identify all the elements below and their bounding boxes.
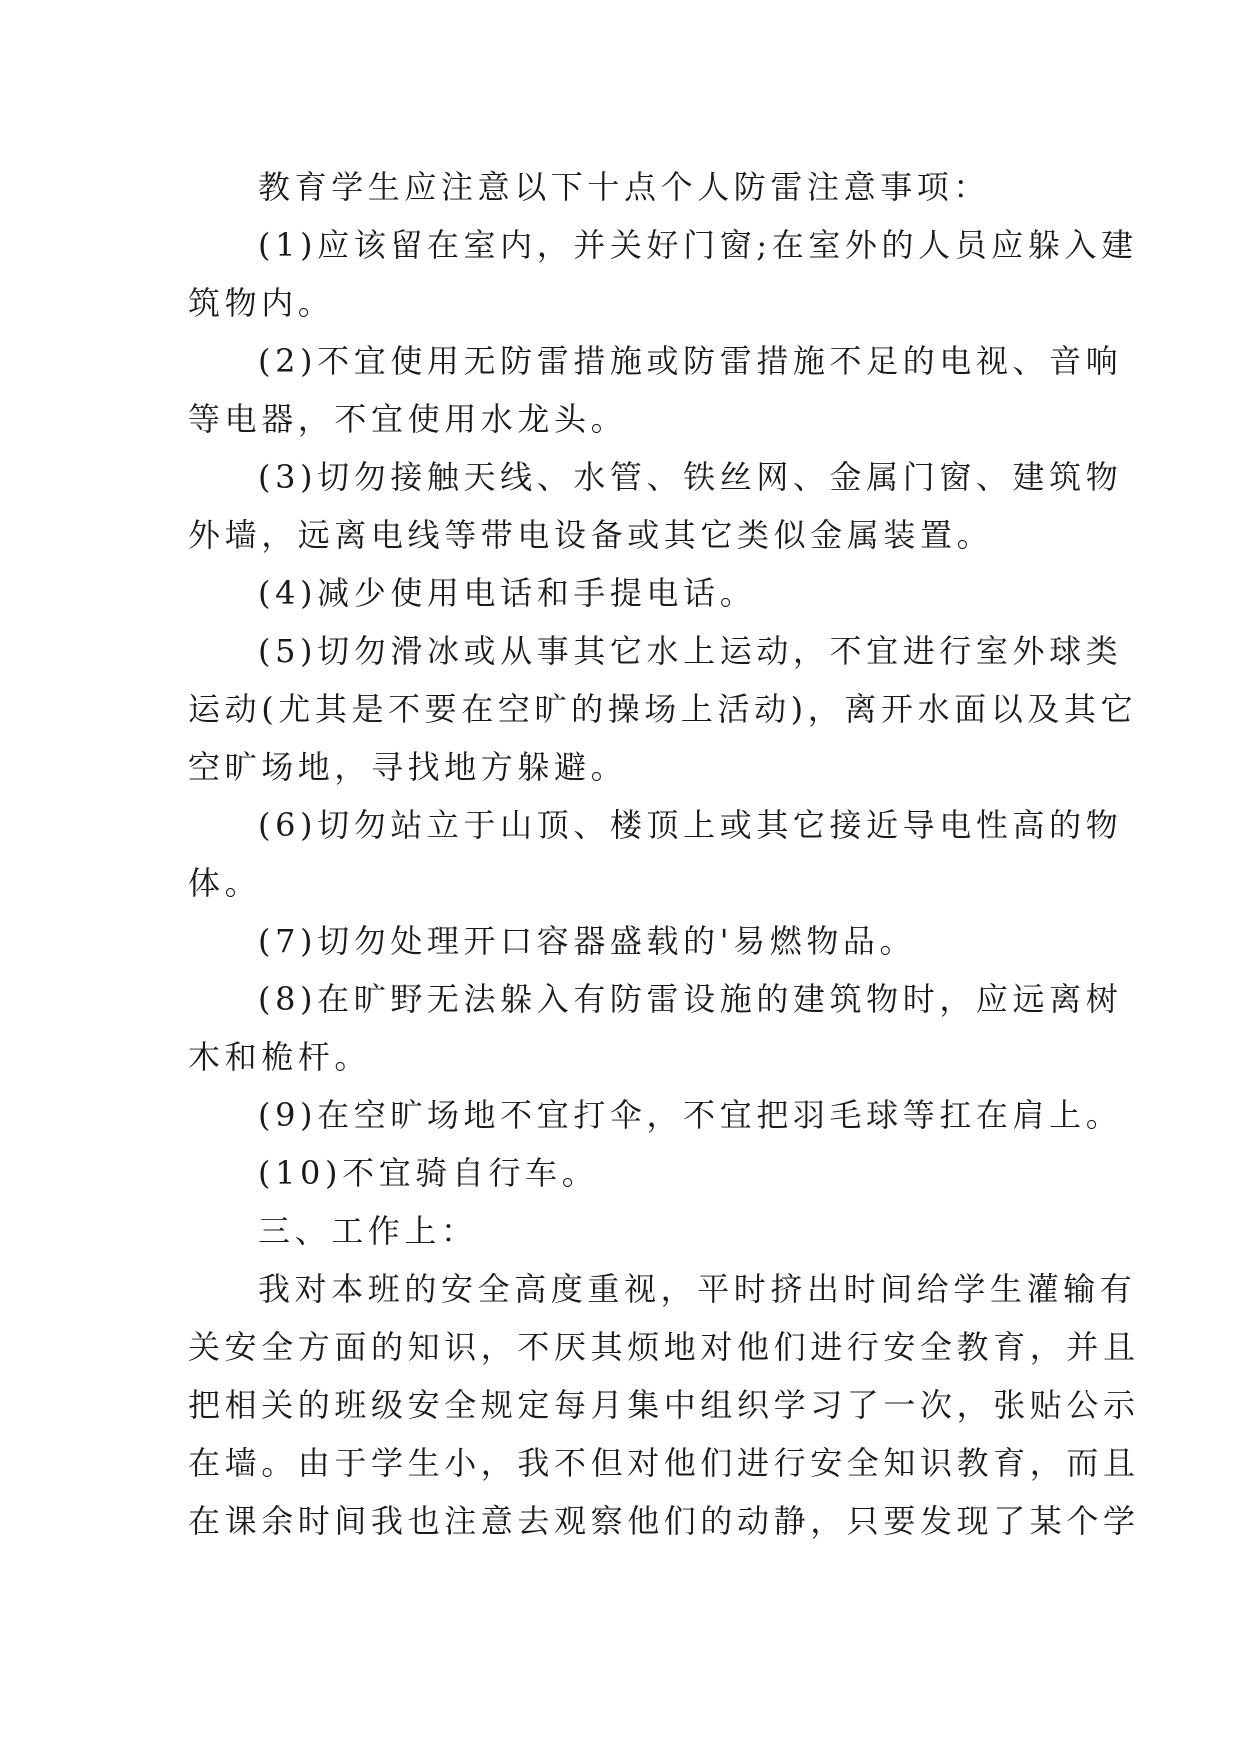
text-line: (3)切勿接触天线、水管、铁丝网、金属门窗、建筑物 [258, 458, 1123, 496]
text-line: 木和桅杆。 [188, 1038, 372, 1076]
text-line: 我对本班的安全高度重视，平时挤出时间给学生灌输有 [258, 1270, 1137, 1308]
text-line: 在课余时间我也注意去观察他们的动静，只要发现了某个学 [188, 1502, 1140, 1540]
paragraph-item-1 [188, 216, 1138, 332]
paragraph-item-2 [188, 332, 1123, 448]
paragraph-item-4 [188, 564, 1056, 622]
paragraph-item-8 [188, 970, 1123, 1086]
paragraph-intro [188, 158, 1056, 216]
text-line: (10)不宜骑自行车。 [258, 1154, 599, 1192]
section-heading [188, 1202, 1056, 1260]
paragraph-item-7 [188, 912, 1056, 970]
paragraph-item-5 [188, 622, 1138, 796]
text-line: (4)减少使用电话和手提电话。 [258, 574, 757, 612]
text-line: (5)切勿滑冰或从事其它水上运动，不宜进行室外球类 [258, 632, 1123, 670]
text-line: (8)在旷野无法躲入有防雷设施的建筑物时，应远离树 [258, 980, 1123, 1018]
text-line: 空旷场地，寻找地方躲避。 [188, 748, 628, 786]
text-line: 三、工作上： [258, 1212, 478, 1250]
paragraph-item-3 [188, 448, 1123, 564]
text-line: (6)切勿站立于山顶、楼顶上或其它接近导电性高的物 [258, 806, 1123, 844]
text-line: 在墙。由于学生小，我不但对他们进行安全知识教育，而且 [188, 1444, 1140, 1482]
paragraph-work [188, 1260, 1140, 1550]
paragraph-item-9 [188, 1086, 1123, 1144]
text-line: (9)在空旷场地不宜打伞，不宜把羽毛球等扛在肩上。 [258, 1096, 1123, 1134]
text-line: 关安全方面的知识，不厌其烦地对他们进行安全教育，并且 [188, 1328, 1140, 1366]
text-line: 教育学生应注意以下十点个人防雷注意事项： [258, 168, 991, 206]
text-line: (7)切勿处理开口容器盛载的'易燃物品。 [258, 922, 917, 960]
document-page [188, 158, 1140, 1550]
text-line: 把相关的班级安全规定每月集中组织学习了一次，张贴公示 [188, 1386, 1140, 1424]
text-line: 外墙，远离电线等带电设备或其它类似金属装置。 [188, 516, 994, 554]
text-line: 运动(尤其是不要在空旷的操场上活动)，离开水面以及其它 [188, 690, 1138, 728]
paragraph-item-6 [188, 796, 1123, 912]
paragraph-item-10 [188, 1144, 1056, 1202]
text-line: 等电器，不宜使用水龙头。 [188, 400, 628, 438]
text-line: (1)应该留在室内，并关好门窗;在室外的人员应躲入建 [258, 226, 1138, 264]
text-line: (2)不宜使用无防雷措施或防雷措施不足的电视、音响 [258, 342, 1123, 380]
text-line: 体。 [188, 864, 262, 902]
text-line: 筑物内。 [188, 284, 335, 322]
